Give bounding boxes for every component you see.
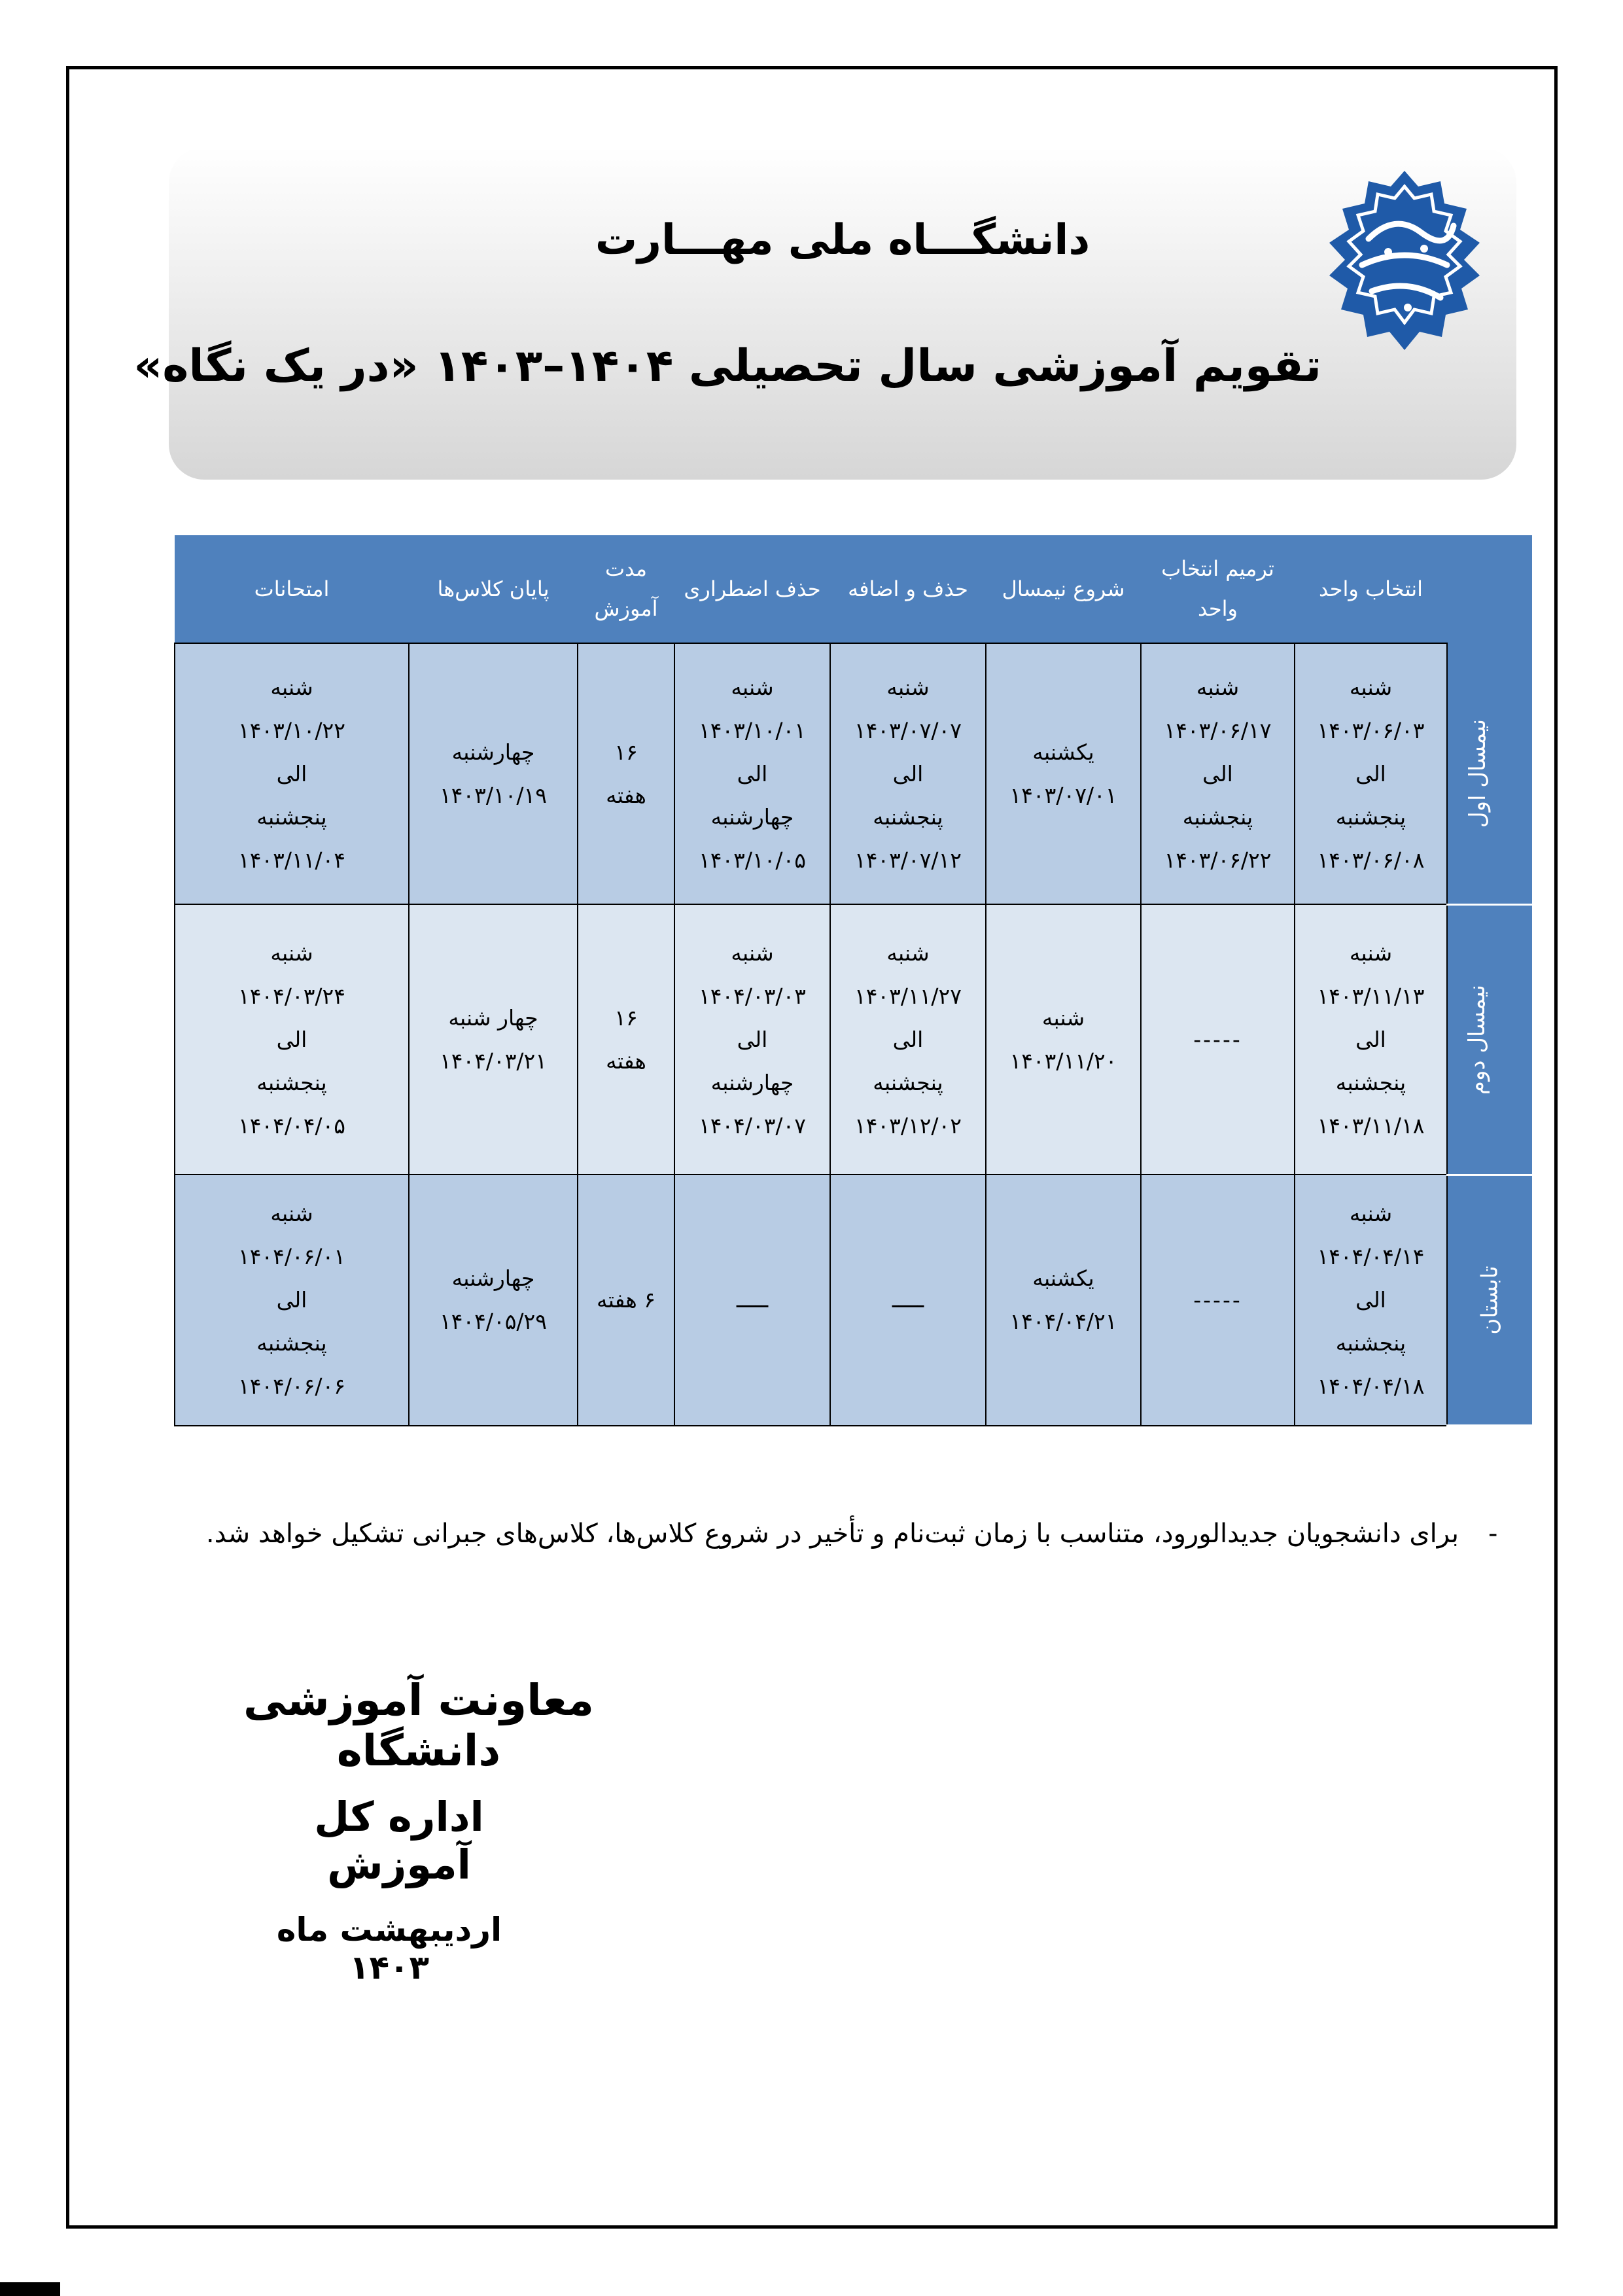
signature-office: اداره کل آموزش	[314, 1793, 484, 1888]
title-banner	[133, 147, 1516, 480]
cell-line: شنبه	[1196, 674, 1240, 700]
cell-line: ۱۴۰۳/۱۲/۰۲	[854, 1112, 962, 1139]
cell-line: الی	[1355, 1026, 1386, 1052]
cell-line: یکشنبه	[1032, 739, 1094, 765]
cell-line: ۱۴۰۳/۱۰/۲۲	[237, 717, 346, 743]
cell-line: شنبه	[886, 674, 930, 700]
cell-line: ۱۴۰۴/۰۴/۲۱	[1009, 1308, 1117, 1334]
column-header: امتحانات	[175, 535, 409, 643]
calendar-title: تقویم آموزشی سال تحصیلی ۱۴۰۴–۱۴۰۳ «در یک نگاه»	[133, 340, 1321, 392]
cell-line: الی	[276, 760, 307, 786]
cell-line: ۱۴۰۴/۰۶/۰۱	[237, 1243, 346, 1269]
cell-line: الی	[276, 1026, 307, 1052]
table-cell	[674, 643, 830, 904]
cell-line: -----	[1193, 1286, 1242, 1313]
table-cell	[986, 904, 1141, 1174]
cell-line: الی	[276, 1286, 307, 1313]
table-cell	[409, 904, 578, 1174]
cell-line: ۱۴۰۳/۱۱/۰۴	[237, 847, 346, 873]
cell-line: ۱۴۰۳/۱۱/۱۸	[1317, 1112, 1425, 1139]
table-cell	[830, 643, 986, 904]
table-row	[175, 904, 1532, 1174]
cell-line: ۱۴۰۳/۰۶/۱۷	[1164, 717, 1272, 743]
cell-line: ۱۴۰۴/۰۴/۱۴	[1317, 1243, 1425, 1269]
cell-line: ۱۴۰۴/۰۳/۲۱	[439, 1048, 548, 1074]
signature-department: معاونت آموزشی دانشگاه	[243, 1675, 595, 1776]
table-cell	[409, 1174, 578, 1425]
table-cell	[830, 904, 986, 1174]
cell-line: ۱۴۰۴/۰۵/۲۹	[439, 1308, 548, 1334]
cell-line: شنبه	[731, 940, 774, 966]
cell-line: ـــــ	[736, 1286, 769, 1313]
cell-line: چهارشنبه	[451, 739, 535, 765]
cell-line: ۱۴۰۳/۱۰/۱۹	[439, 782, 548, 808]
cell-line: شنبه	[270, 940, 313, 966]
cell-line: شنبه	[1349, 940, 1393, 966]
cell-line: پنجشنبه	[1335, 1069, 1406, 1095]
cell-line: پنجشنبه	[873, 804, 943, 830]
column-header: حذف اضطراری	[674, 535, 830, 643]
semester-label-text: نیمسال اول	[1464, 718, 1491, 828]
cell-line: ۱۴۰۳/۱۱/۱۳	[1317, 983, 1425, 1009]
cell-line: چهار شنبه	[448, 1004, 538, 1031]
column-header: انتخاب واحد	[1295, 535, 1447, 643]
cell-line: پنجشنبه	[256, 1330, 327, 1356]
cell-line: ۱۴۰۳/۱۱/۲۰	[1009, 1048, 1117, 1074]
cell-line: ۱۴۰۳/۰۶/۲۲	[1164, 847, 1272, 873]
column-header: مدت آموزش	[578, 535, 674, 643]
university-logo-icon	[1316, 167, 1493, 363]
cell-line: ۱۴۰۴/۰۶/۰۶	[237, 1373, 346, 1399]
cell-line: ۶ هفته	[597, 1286, 655, 1313]
table-header-row	[175, 535, 1532, 643]
column-header: ترمیم انتخاب واحد	[1141, 535, 1295, 643]
cell-line: پنجشنبه	[1335, 1330, 1406, 1356]
cell-line: هفته	[606, 782, 646, 808]
table-cell	[674, 904, 830, 1174]
cell-line: ۱۴۰۳/۰۷/۱۲	[854, 847, 962, 873]
table-cell	[175, 904, 409, 1174]
cell-line: شنبه	[1041, 1004, 1085, 1031]
cell-line: یکشنبه	[1032, 1265, 1094, 1291]
cell-line: الی	[892, 760, 924, 786]
cell-line: ۱۶	[614, 1004, 638, 1031]
cell-line: ۱۴۰۳/۰۶/۰۳	[1317, 717, 1425, 743]
cell-line: ۱۴۰۳/۰۷/۰۷	[854, 717, 962, 743]
table-cell	[578, 904, 674, 1174]
table-cell	[1295, 1174, 1447, 1425]
note-text: برای دانشجویان جدیدالورود، متناسب با زمان ثبت‌نام و تأخیر در شروع کلاس‌ها، کلاس‌های جبرانی تشکیل خواهد شد.	[205, 1519, 1459, 1549]
cell-line: الی	[892, 1026, 924, 1052]
cell-line: ۱۴۰۴/۰۳/۰۷	[698, 1112, 807, 1139]
cell-line: ۱۴۰۴/۰۳/۲۴	[237, 983, 346, 1009]
cell-line: شنبه	[270, 1200, 313, 1226]
note-bullet: -	[1488, 1519, 1498, 1549]
table-cell	[674, 1174, 830, 1425]
cell-line: شنبه	[1349, 1200, 1393, 1226]
cell-line: الی	[1202, 760, 1233, 786]
cell-line: ۱۴۰۴/۰۳/۰۳	[698, 983, 807, 1009]
cell-line: پنجشنبه	[873, 1069, 943, 1095]
table-cell	[1141, 904, 1295, 1174]
cell-line: ۱۴۰۳/۱۱/۲۷	[854, 983, 962, 1009]
table-cell	[409, 643, 578, 904]
table-cell	[830, 1174, 986, 1425]
semester-label	[1447, 643, 1532, 904]
cell-line: الی	[1355, 760, 1386, 786]
cell-line: ۱۴۰۴/۰۴/۰۵	[237, 1112, 346, 1139]
university-name: دانشگـــاه ملی مهـــارت	[595, 216, 1091, 264]
cell-line: شنبه	[1349, 674, 1393, 700]
cell-line: شنبه	[731, 674, 774, 700]
cell-line: پنجشنبه	[1182, 804, 1253, 830]
semester-label	[1447, 904, 1532, 1174]
table-cell	[578, 1174, 674, 1425]
cell-line: الی	[1355, 1286, 1386, 1313]
table-cell	[1141, 643, 1295, 904]
cell-line: پنجشنبه	[256, 804, 327, 830]
cell-line: -----	[1193, 1026, 1242, 1052]
table-cell	[175, 1174, 409, 1425]
cell-line: ۱۴۰۳/۰۷/۰۱	[1009, 782, 1117, 808]
cell-line: چهارشنبه	[710, 1069, 794, 1095]
column-header: حذف و اضافه	[830, 535, 986, 643]
semester-label-text: نیمسال دوم	[1463, 984, 1490, 1095]
cell-line: الی	[737, 760, 768, 786]
table-row	[175, 643, 1532, 904]
cell-line: شنبه	[886, 940, 930, 966]
cell-line: الی	[737, 1026, 768, 1052]
table-cell	[1141, 1174, 1295, 1425]
header-corner	[1447, 535, 1532, 643]
cell-line: پنجشنبه	[1335, 804, 1406, 830]
cell-line: ۱۶	[614, 739, 638, 765]
table-cell	[986, 1174, 1141, 1425]
cell-line: ۱۴۰۴/۰۴/۱۸	[1317, 1373, 1425, 1399]
table-cell	[175, 643, 409, 904]
academic-calendar-table	[174, 535, 1532, 1426]
table-cell	[578, 643, 674, 904]
cell-line: ۱۴۰۳/۱۰/۰۵	[698, 847, 807, 873]
cell-line: چهارشنبه	[710, 804, 794, 830]
column-header: شروع نیمسال	[986, 535, 1141, 643]
cell-line: هفته	[606, 1048, 646, 1074]
column-header: پایان کلاس‌ها	[409, 535, 578, 643]
corner-watermark	[0, 2282, 60, 2296]
table-cell	[986, 643, 1141, 904]
cell-line: ۱۴۰۳/۱۰/۰۱	[698, 717, 807, 743]
table-row	[175, 1174, 1532, 1425]
semester-label	[1447, 1174, 1532, 1425]
cell-line: ـــــ	[892, 1286, 924, 1313]
cell-line: ۱۴۰۳/۰۶/۰۸	[1317, 847, 1425, 873]
cell-line: چهارشنبه	[451, 1265, 535, 1291]
semester-label-text: تابستان	[1476, 1265, 1503, 1335]
cell-line: شنبه	[270, 674, 313, 700]
cell-line: پنجشنبه	[256, 1069, 327, 1095]
signature-date: اردیبهشت ماه ۱۴۰۳	[276, 1911, 502, 1987]
